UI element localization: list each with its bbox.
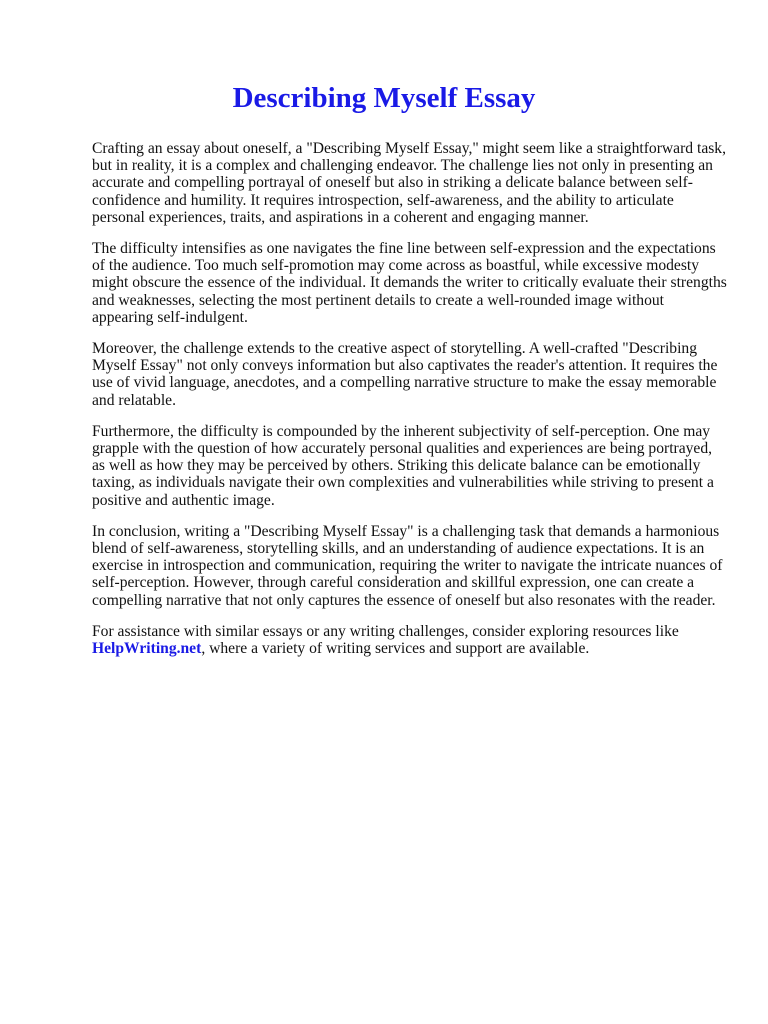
paragraph-3: Moreover, the challenge extends to the creative aspect of storytelling. A well-crafted "Describing Myself Essay" not only conveys information but also captivates the reader's attention. It requires the use of vivid language, anecdotes, and a compelling narrative structure to make the essay memorable and relatable. xyxy=(92,340,718,409)
paragraph-1: Crafting an essay about oneself, a "Describing Myself Essay," might seem like a straightforward task, but in reality, it is a complex and challenging endeavor. The challenge lies not only in presenting an accurate and compelling portrayal of oneself but also in striking a delicate balance between self-confidence and humility. It requires introspection, self-awareness, and the ability to articulate personal experiences, traits, and aspirations in a coherent and engaging manner. xyxy=(92,140,727,226)
page-title: Describing Myself Essay xyxy=(232,82,536,114)
paragraph-5: In conclusion, writing a "Describing Myself Essay" is a challenging task that demands a harmonious blend of self-awareness, storytelling skills, and an understanding of audience expectations. It is an exercise in introspection and communication, requiring the writer to navigate the intricate nuances of self-perception. However, through careful consideration and skillful expression, one can create a compelling narrative that not only captures the essence of oneself but also resonates with the reader. xyxy=(92,522,723,609)
closing-text-after: , where a variety of writing services and support are available. xyxy=(201,640,590,658)
paragraph-4: Furthermore, the difficulty is compounded by the inherent subjectivity of self-perception. One may grapple with the question of how accurately personal qualities and experiences are being portrayed, as well as how they may be perceived by others. Striking this delicate balance can be emotionally taxing, as individuals navigate their own complexities and vulnerabilities while striving to present a positive and authentic image. xyxy=(92,422,714,509)
helpwriting-link[interactable]: HelpWriting.net xyxy=(92,640,202,658)
paragraph-2: The difficulty intensifies as one navigates the fine line between self-expression and the expectations of the audience. Too much self-promotion may come across as boastful, while excessive modesty might obscure the essence of the individual. It demands the writer to critically evaluate their strengths and weaknesses, selecting the most pertinent details to create a well-rounded image without appearing self-indulgent. xyxy=(92,240,727,326)
closing-text-before: For assistance with similar essays or any writing challenges, consider exploring resources like xyxy=(92,622,679,640)
closing-paragraph xyxy=(92,623,728,657)
